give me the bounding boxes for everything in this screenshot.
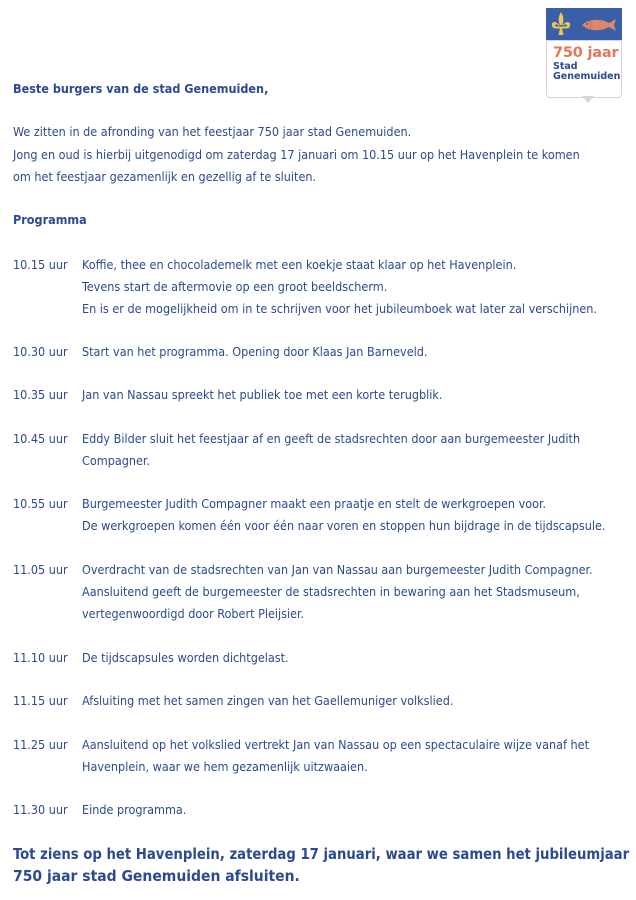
program-description: vertegenwoordigd door Robert Pleijsier. <box>82 606 305 621</box>
logo-card <box>546 40 622 98</box>
program-time: 11.15 uur <box>13 693 68 708</box>
program-heading: Programma <box>13 212 87 227</box>
program-description: Aansluitend op het volkslied vertrekt Jan van Nassau op een spectaculaire wijze vanaf het <box>82 737 589 752</box>
program-description: De tijdscapsules worden dichtgelast. <box>82 650 289 665</box>
program-description: Aansluitend geeft de burgemeester de stadsrechten in bewaring aan het Stadsmuseum, <box>82 584 580 599</box>
intro-line: Jong en oud is hierbij uitgenodigd om zaterdag 17 januari om 10.15 uur op het Havenplein te komen <box>13 147 580 162</box>
program-description: Compagner. <box>82 453 150 468</box>
program-description: Koffie, thee en chocolademelk met een koekje staat klaar op het Havenplein. <box>82 257 517 272</box>
fleur-de-lis-icon <box>546 8 576 40</box>
program-description: Jan van Nassau spreekt het publiek toe met een korte terugblik. <box>82 387 443 402</box>
program-time: 10.15 uur <box>13 257 68 272</box>
program-description: Eddy Bilder sluit het feestjaar af en geeft de stadsrechten door aan burgemeester Judith <box>82 431 581 446</box>
program-time: 10.30 uur <box>13 344 68 359</box>
program-time: 11.10 uur <box>13 650 68 665</box>
closing-line: 750 jaar stad Genemuiden afsluiten. <box>13 867 300 885</box>
logo-banner <box>546 8 622 40</box>
program-description: Tevens start de aftermovie op een groot beeldscherm. <box>82 279 388 294</box>
program-time: 10.45 uur <box>13 431 68 446</box>
logo-line2: Genemuiden <box>553 71 621 82</box>
logo-750-jaar <box>546 8 622 102</box>
program-time: 11.30 uur <box>13 802 68 817</box>
intro-line: om het feestjaar gezamenlijk en gezellig af te sluiten. <box>13 169 317 184</box>
intro-line: We zitten in de afronding van het feestjaar 750 jaar stad Genemuiden. <box>13 124 412 139</box>
program-description: Havenplein, waar we hem gezamenlijk uitzwaaien. <box>82 759 368 774</box>
program-time: 10.55 uur <box>13 496 68 511</box>
program-description: En is er de mogelijkheid om in te schrijven voor het jubileumboek wat later zal verschijnen. <box>82 301 597 316</box>
program-time: 10.35 uur <box>13 387 68 402</box>
program-description: Overdracht van de stadsrechten van Jan van Nassau aan burgemeester Judith Compagner. <box>82 562 593 577</box>
program-time: 11.25 uur <box>13 737 68 752</box>
program-description: Afsluiting met het samen zingen van het Gaellemuniger volkslied. <box>82 693 454 708</box>
salutation: Beste burgers van de stad Genemuiden, <box>13 81 269 96</box>
program-description: Start van het programma. Opening door Klaas Jan Barneveld. <box>82 344 428 359</box>
logo-year: 750 jaar <box>553 45 619 61</box>
logo-speech-tail <box>582 96 594 103</box>
logo-stad <box>553 62 620 82</box>
closing-line: Tot ziens op het Havenplein, zaterdag 17 januari, waar we samen het jubileumjaar <box>13 846 630 863</box>
program-description: Burgemeester Judith Compagner maakt een praatje en stelt de werkgroepen voor. <box>82 496 547 511</box>
logo-line1: Stad <box>553 61 578 72</box>
program-description: Einde programma. <box>82 802 187 817</box>
program-description: De werkgroepen komen één voor één naar voren en stoppen hun bijdrage in de tijdscapsule. <box>82 518 606 533</box>
fish-icon <box>576 8 622 40</box>
program-time: 11.05 uur <box>13 562 68 577</box>
